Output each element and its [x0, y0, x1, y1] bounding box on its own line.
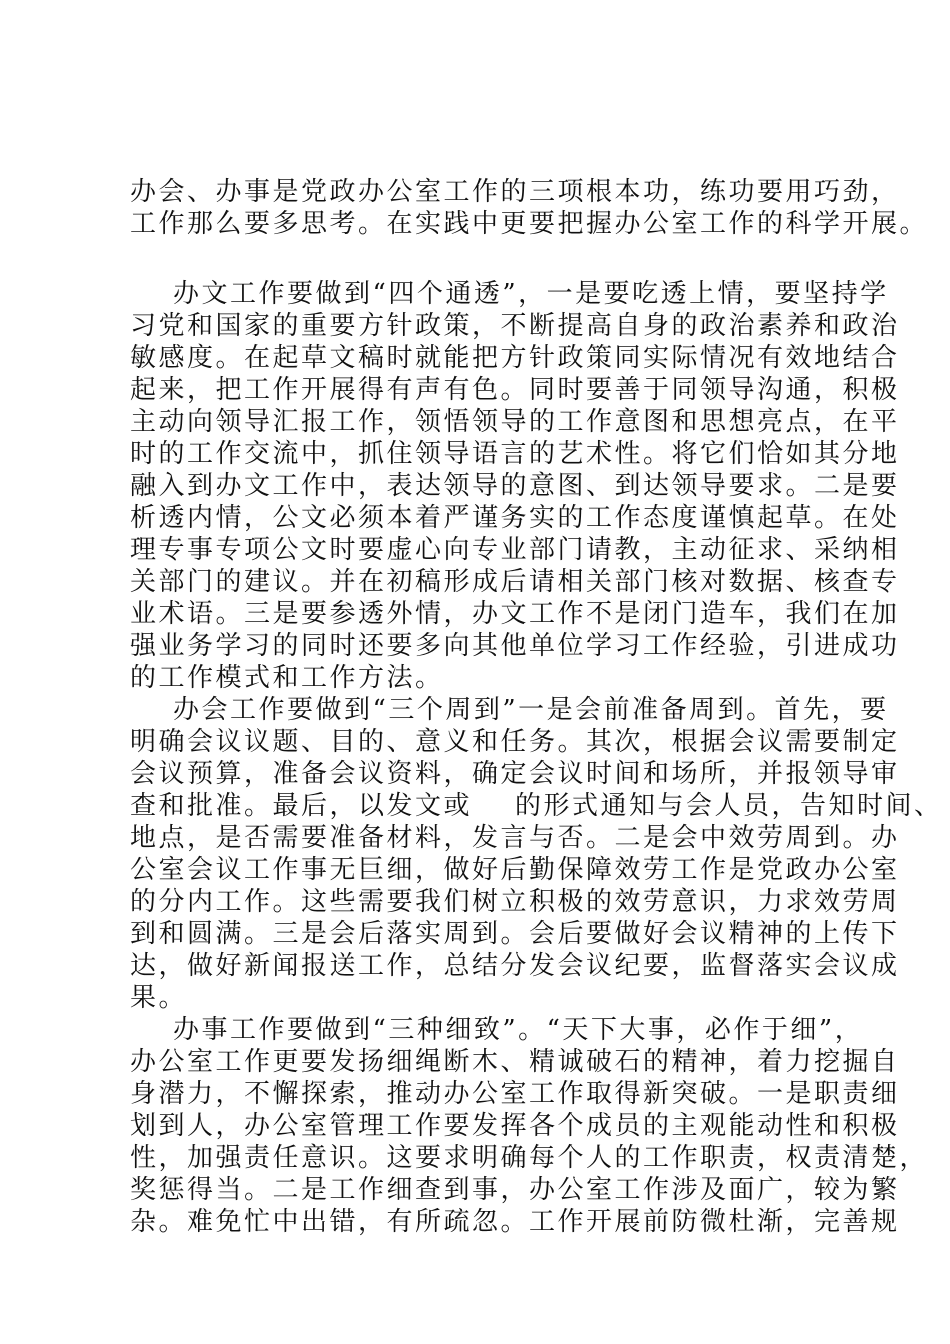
- body-line: 到和圆满。三是会后落实周到。会后要做好会议精神的上传下: [130, 919, 900, 949]
- body-line: 身潜力，不懈探索，推动办公室工作取得新突破。一是职责细: [130, 1079, 900, 1109]
- body-line: 的工作模式和工作方法。: [130, 663, 444, 693]
- body-line: 划到人，办公室管理工作要发挥各个成员的主观能动性和积极: [130, 1111, 900, 1141]
- body-line: 公室会议工作事无巨细，做好后勤保障效劳工作是党政办公室: [130, 855, 900, 885]
- body-line: 性，加强责任意识。这要求明确每个人的工作职责，权责清楚，: [130, 1143, 929, 1173]
- body-line: 强业务学习的同时还要多向其他单位学习工作经验，引进成功: [130, 631, 900, 661]
- body-line: 地点，是否需要准备材料，发言与否。二是会中效劳周到。办: [130, 823, 900, 853]
- body-line: 敏感度。在起草文稿时就能把方针政策同实际情况有效地结合: [130, 343, 900, 373]
- intro-line: 办会、办事是党政办公室工作的三项根本功，练功要用巧劲，: [130, 177, 900, 207]
- body-line: 时的工作交流中，抓住领导语言的艺术性。将它们恰如其分地: [130, 439, 900, 469]
- intro-line: 工作那么要多思考。在实践中更要把握办公室工作的科学开展。: [130, 209, 929, 239]
- body-line: 的分内工作。这些需要我们树立积极的效劳意识，力求效劳周: [130, 887, 900, 917]
- body-line: 理专事专项公文时要虚心向专业部门请教，主动征求、采纳相: [130, 535, 900, 565]
- body-line: 关部门的建议。并在初稿形成后请相关部门核对数据、核查专: [130, 567, 900, 597]
- body-line: 杂。难免忙中出错，有所疏忽。工作开展前防微杜渐，完善规: [130, 1207, 900, 1237]
- body-line: 办公室工作更要发扬细绳断木、精诚破石的精神，着力挖掘自: [130, 1047, 900, 1077]
- body-line: 办会工作要做到“三个周到”一是会前准备周到。首先，要: [130, 695, 889, 725]
- body-line: 析透内情，公文必须本着严谨务实的工作态度谨慎起草。在处: [130, 503, 900, 533]
- body-line: 起来，把工作开展得有声有色。同时要善于同领导沟通，积极: [130, 375, 900, 405]
- body-line: 业术语。三是要参透外情，办文工作不是闭门造车，我们在加: [130, 599, 900, 629]
- body-line: 奖惩得当。二是工作细查到事，办公室工作涉及面广，较为繁: [130, 1175, 900, 1205]
- body-line: 达，做好新闻报送工作，总结分发会议纪要，监督落实会议成: [130, 951, 900, 981]
- body-line: 查和批准。最后，以发文或 的形式通知与会人员，告知时间、: [130, 791, 943, 821]
- body-line: 融入到办文工作中，表达领导的意图、到达领导要求。二是要: [130, 471, 900, 501]
- body-line: 办事工作要做到“三种细致”。“天下大事，必作于细”，: [130, 1015, 864, 1045]
- body-line: 主动向领导汇报工作，领悟领导的工作意图和思想亮点，在平: [130, 407, 900, 437]
- body-line: 果。: [130, 983, 188, 1013]
- body-line: 办文工作要做到“四个通透”，一是要吃透上情，要坚持学: [130, 279, 889, 309]
- body-line: 会议预算，准备会议资料，确定会议时间和场所，并报领导审: [130, 759, 900, 789]
- body-line: 明确会议议题、目的、意义和任务。其次，根据会议需要制定: [130, 727, 900, 757]
- body-line: 习党和国家的重要方针政策，不断提高自身的政治素养和政治: [130, 311, 900, 341]
